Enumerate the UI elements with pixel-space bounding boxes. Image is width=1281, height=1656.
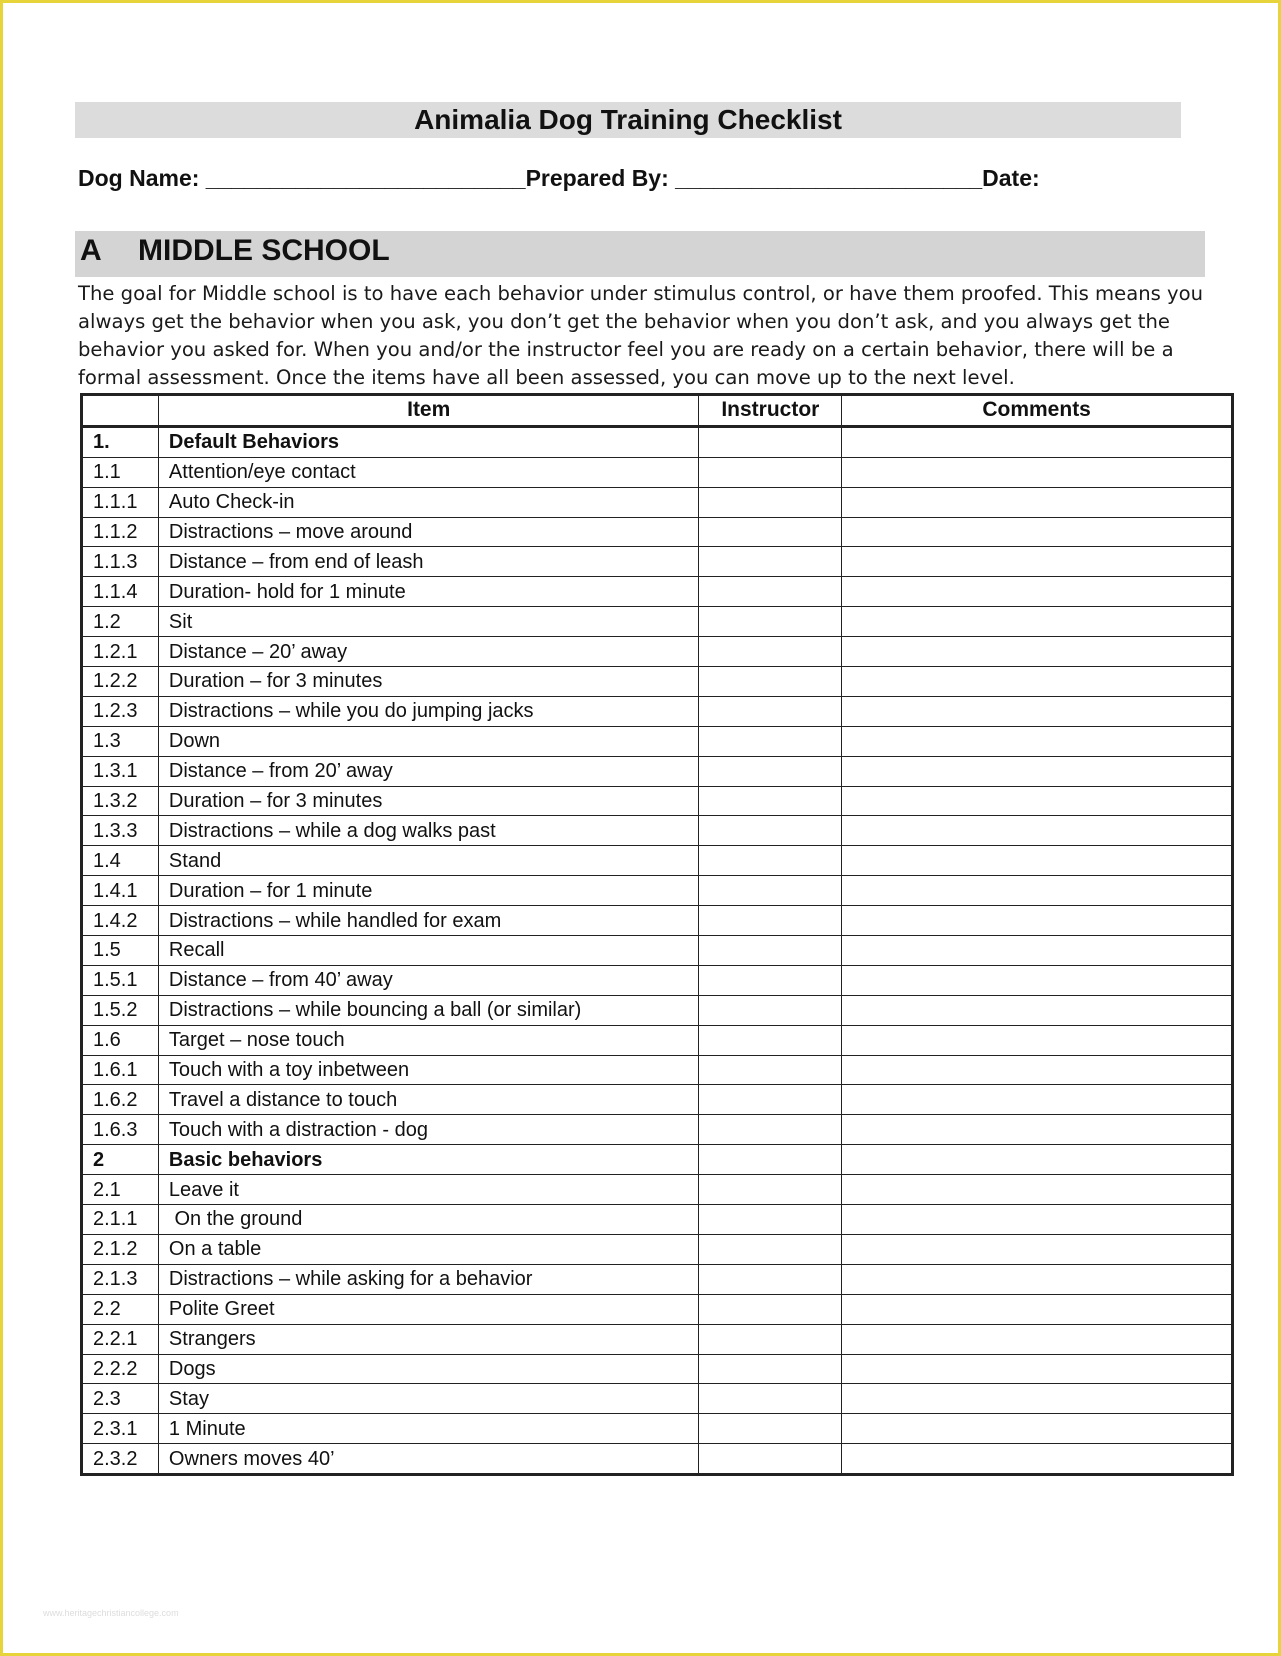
row-number: 1.4: [82, 846, 159, 876]
comments-cell[interactable]: [842, 965, 1233, 995]
row-item: Polite Greet: [158, 1294, 699, 1324]
table-row: [82, 726, 1233, 756]
instructor-cell[interactable]: [699, 1025, 842, 1055]
row-number: 1.5: [82, 936, 159, 966]
instructor-cell[interactable]: [699, 816, 842, 846]
row-item: Stay: [158, 1384, 699, 1414]
row-number: 1.3.2: [82, 786, 159, 816]
instructor-cell[interactable]: [699, 547, 842, 577]
instructor-cell[interactable]: [699, 667, 842, 697]
table-row: [82, 487, 1233, 517]
row-number: 1.6.3: [82, 1115, 159, 1145]
table-row: [82, 846, 1233, 876]
table-row: [82, 1055, 1233, 1085]
date-label: Date:: [982, 165, 1040, 191]
comments-cell[interactable]: [842, 1354, 1233, 1384]
instructor-cell[interactable]: [699, 1085, 842, 1115]
table-row: [82, 426, 1233, 457]
row-item: Duration – for 3 minutes: [158, 667, 699, 697]
instructor-cell[interactable]: [699, 995, 842, 1025]
comments-cell[interactable]: [842, 1205, 1233, 1235]
instructor-cell[interactable]: [699, 607, 842, 637]
row-number: 2.2: [82, 1294, 159, 1324]
instructor-cell[interactable]: [699, 1294, 842, 1324]
row-number: 1.6: [82, 1025, 159, 1055]
row-item: Attention/eye contact: [158, 457, 699, 487]
instructor-cell[interactable]: [699, 1205, 842, 1235]
table-row: [82, 816, 1233, 846]
table-row: [82, 667, 1233, 697]
instructor-cell[interactable]: [699, 1055, 842, 1085]
header-number: [82, 395, 159, 427]
row-number: 1.: [82, 426, 159, 457]
instructor-cell[interactable]: [699, 1444, 842, 1475]
table-row: [82, 1145, 1233, 1175]
instructor-cell[interactable]: [699, 936, 842, 966]
watermark: www.heritagechristiancollege.com: [43, 1608, 179, 1618]
comments-cell[interactable]: [842, 607, 1233, 637]
comments-cell[interactable]: [842, 936, 1233, 966]
comments-cell[interactable]: [842, 1234, 1233, 1264]
instructor-cell[interactable]: [699, 906, 842, 936]
row-item: Distractions – while bouncing a ball (or similar): [158, 995, 699, 1025]
table-row: [82, 965, 1233, 995]
row-number: 1.6.1: [82, 1055, 159, 1085]
row-item: Distractions – while asking for a behavior: [158, 1264, 699, 1294]
comments-cell[interactable]: [842, 1025, 1233, 1055]
comments-cell[interactable]: [842, 667, 1233, 697]
row-item: Travel a distance to touch: [158, 1085, 699, 1115]
row-number: 1.2.3: [82, 696, 159, 726]
row-item: Duration – for 3 minutes: [158, 786, 699, 816]
prepared-by-field[interactable]: ________________________: [675, 165, 983, 191]
row-number: 1.1.1: [82, 487, 159, 517]
row-number: 2.2.1: [82, 1324, 159, 1354]
row-number: 1.1.3: [82, 547, 159, 577]
instructor-cell[interactable]: [699, 756, 842, 786]
comments-cell[interactable]: [842, 876, 1233, 906]
row-item: Basic behaviors: [158, 1145, 699, 1175]
row-number: 2.3.2: [82, 1444, 159, 1475]
comments-cell[interactable]: [842, 1294, 1233, 1324]
instructor-cell[interactable]: [699, 1354, 842, 1384]
table-row: [82, 577, 1233, 607]
row-item: Distance – from 40’ away: [158, 965, 699, 995]
table-row: [82, 1085, 1233, 1115]
comments-cell[interactable]: [842, 786, 1233, 816]
row-item: Distance – from 20’ away: [158, 756, 699, 786]
row-item: Distractions – move around: [158, 517, 699, 547]
prepared-by-label: Prepared By:: [525, 165, 669, 191]
table-row: [82, 1414, 1233, 1444]
comments-cell[interactable]: [842, 1175, 1233, 1205]
table-header-row: [82, 395, 1233, 427]
checklist-body: [82, 426, 1233, 1474]
table-row: [82, 1444, 1233, 1475]
instructor-cell[interactable]: [699, 1145, 842, 1175]
row-number: 2.1.3: [82, 1264, 159, 1294]
comments-cell[interactable]: [842, 906, 1233, 936]
comments-cell[interactable]: [842, 1444, 1233, 1475]
row-number: 1.3.1: [82, 756, 159, 786]
row-item: Distractions – while you do jumping jacks: [158, 696, 699, 726]
row-number: 2.1.1: [82, 1205, 159, 1235]
table-row: [82, 1205, 1233, 1235]
row-item: Stand: [158, 846, 699, 876]
row-number: 1.2: [82, 607, 159, 637]
comments-cell[interactable]: [842, 547, 1233, 577]
comments-cell[interactable]: [842, 637, 1233, 667]
instructor-cell[interactable]: [699, 786, 842, 816]
table-row: [82, 517, 1233, 547]
instructor-cell[interactable]: [699, 1264, 842, 1294]
row-item: Duration- hold for 1 minute: [158, 577, 699, 607]
row-number: 1.4.2: [82, 906, 159, 936]
instructor-cell[interactable]: [699, 457, 842, 487]
row-item: Recall: [158, 936, 699, 966]
row-number: 2.2.2: [82, 1354, 159, 1384]
row-item: On a table: [158, 1234, 699, 1264]
row-item: Target – nose touch: [158, 1025, 699, 1055]
table-row: [82, 936, 1233, 966]
table-row: [82, 1025, 1233, 1055]
comments-cell[interactable]: [842, 1414, 1233, 1444]
row-item: Default Behaviors: [158, 426, 699, 457]
instructor-cell[interactable]: [699, 965, 842, 995]
row-item: Distance – 20’ away: [158, 637, 699, 667]
row-number: 2.3: [82, 1384, 159, 1414]
table-row: [82, 906, 1233, 936]
instructor-cell[interactable]: [699, 1324, 842, 1354]
row-item: Distance – from end of leash: [158, 547, 699, 577]
instructor-cell[interactable]: [699, 1175, 842, 1205]
table-row: [82, 876, 1233, 906]
table-row: [82, 1175, 1233, 1205]
row-item: Distractions – while handled for exam: [158, 906, 699, 936]
row-number: 1.3.3: [82, 816, 159, 846]
row-item: Dogs: [158, 1354, 699, 1384]
instructor-cell[interactable]: [699, 846, 842, 876]
row-item: Distractions – while a dog walks past: [158, 816, 699, 846]
dog-name-field[interactable]: _________________________: [205, 165, 526, 191]
table-row: [82, 547, 1233, 577]
row-item: Down: [158, 726, 699, 756]
comments-cell[interactable]: [842, 696, 1233, 726]
row-number: 1.2.2: [82, 667, 159, 697]
table-row: [82, 637, 1233, 667]
instructor-cell[interactable]: [699, 517, 842, 547]
table-row: [82, 1294, 1233, 1324]
row-number: 1.5.2: [82, 995, 159, 1025]
row-item: Owners moves 40’: [158, 1444, 699, 1475]
instructor-cell[interactable]: [699, 1234, 842, 1264]
row-item: 1 Minute: [158, 1414, 699, 1444]
row-number: 1.1: [82, 457, 159, 487]
comments-cell[interactable]: [842, 726, 1233, 756]
row-item: Sit: [158, 607, 699, 637]
dog-name-label: Dog Name:: [78, 165, 200, 191]
section-header: [75, 231, 1205, 277]
row-item: Auto Check-in: [158, 487, 699, 517]
table-row: [82, 1264, 1233, 1294]
row-number: 2.1.2: [82, 1234, 159, 1264]
instructor-cell[interactable]: [699, 1414, 842, 1444]
checklist-table: [80, 393, 1234, 1476]
row-item: Leave it: [158, 1175, 699, 1205]
comments-cell[interactable]: [842, 846, 1233, 876]
comments-cell[interactable]: [842, 756, 1233, 786]
instructor-cell[interactable]: [699, 726, 842, 756]
instructor-cell[interactable]: [699, 1384, 842, 1414]
row-number: 2.3.1: [82, 1414, 159, 1444]
comments-cell[interactable]: [842, 487, 1233, 517]
comments-cell[interactable]: [842, 1324, 1233, 1354]
table-row: [82, 1384, 1233, 1414]
row-number: 1.4.1: [82, 876, 159, 906]
header-fields: [78, 163, 1040, 193]
row-number: 1.6.2: [82, 1085, 159, 1115]
instructor-cell[interactable]: [699, 1115, 842, 1145]
row-item: On the ground: [158, 1205, 699, 1235]
section-letter: A: [80, 234, 102, 267]
comments-cell[interactable]: [842, 1384, 1233, 1414]
header-comments: Comments: [842, 395, 1233, 427]
table-row: [82, 1354, 1233, 1384]
comments-cell[interactable]: [842, 1055, 1233, 1085]
row-item: Strangers: [158, 1324, 699, 1354]
comments-cell[interactable]: [842, 816, 1233, 846]
comments-cell[interactable]: [842, 1145, 1233, 1175]
header-instructor: Instructor: [699, 395, 842, 427]
table-row: [82, 756, 1233, 786]
instructor-cell[interactable]: [699, 637, 842, 667]
table-row: [82, 457, 1233, 487]
row-number: 1.1.2: [82, 517, 159, 547]
row-number: 2: [82, 1145, 159, 1175]
table-row: [82, 1115, 1233, 1145]
row-number: 1.3: [82, 726, 159, 756]
comments-cell[interactable]: [842, 517, 1233, 547]
comments-cell[interactable]: [842, 577, 1233, 607]
instructor-cell[interactable]: [699, 426, 842, 457]
table-row: [82, 1324, 1233, 1354]
comments-cell[interactable]: [842, 1085, 1233, 1115]
row-number: 1.2.1: [82, 637, 159, 667]
row-number: 1.5.1: [82, 965, 159, 995]
row-item: Duration – for 1 minute: [158, 876, 699, 906]
document-title: Animalia Dog Training Checklist: [75, 102, 1181, 138]
comments-cell[interactable]: [842, 1264, 1233, 1294]
table-row: [82, 995, 1233, 1025]
comments-cell[interactable]: [842, 995, 1233, 1025]
table-row: [82, 696, 1233, 726]
comments-cell[interactable]: [842, 426, 1233, 457]
row-number: 2.1: [82, 1175, 159, 1205]
comments-cell[interactable]: [842, 457, 1233, 487]
table-row: [82, 786, 1233, 816]
instructor-cell[interactable]: [699, 696, 842, 726]
table-row: [82, 607, 1233, 637]
table-row: [82, 1234, 1233, 1264]
row-number: 1.1.4: [82, 577, 159, 607]
header-item: Item: [158, 395, 699, 427]
section-intro: The goal for Middle school is to have each behavior under stimulus control, or have them proofed. This means you always get the behavior when you ask, you don’t get the behavior when you don’t ask, and you always get the behavior you asked for. When you and/or the instructor feel you are ready on a certain behavior, there will be a formal assessment. Once the items have all been assessed, you can move up to the next level.: [78, 282, 1204, 389]
row-item: Touch with a distraction - dog: [158, 1115, 699, 1145]
comments-cell[interactable]: [842, 1115, 1233, 1145]
row-item: Touch with a toy inbetween: [158, 1055, 699, 1085]
instructor-cell[interactable]: [699, 876, 842, 906]
instructor-cell[interactable]: [699, 487, 842, 517]
section-heading: MIDDLE SCHOOL: [138, 234, 390, 267]
instructor-cell[interactable]: [699, 577, 842, 607]
